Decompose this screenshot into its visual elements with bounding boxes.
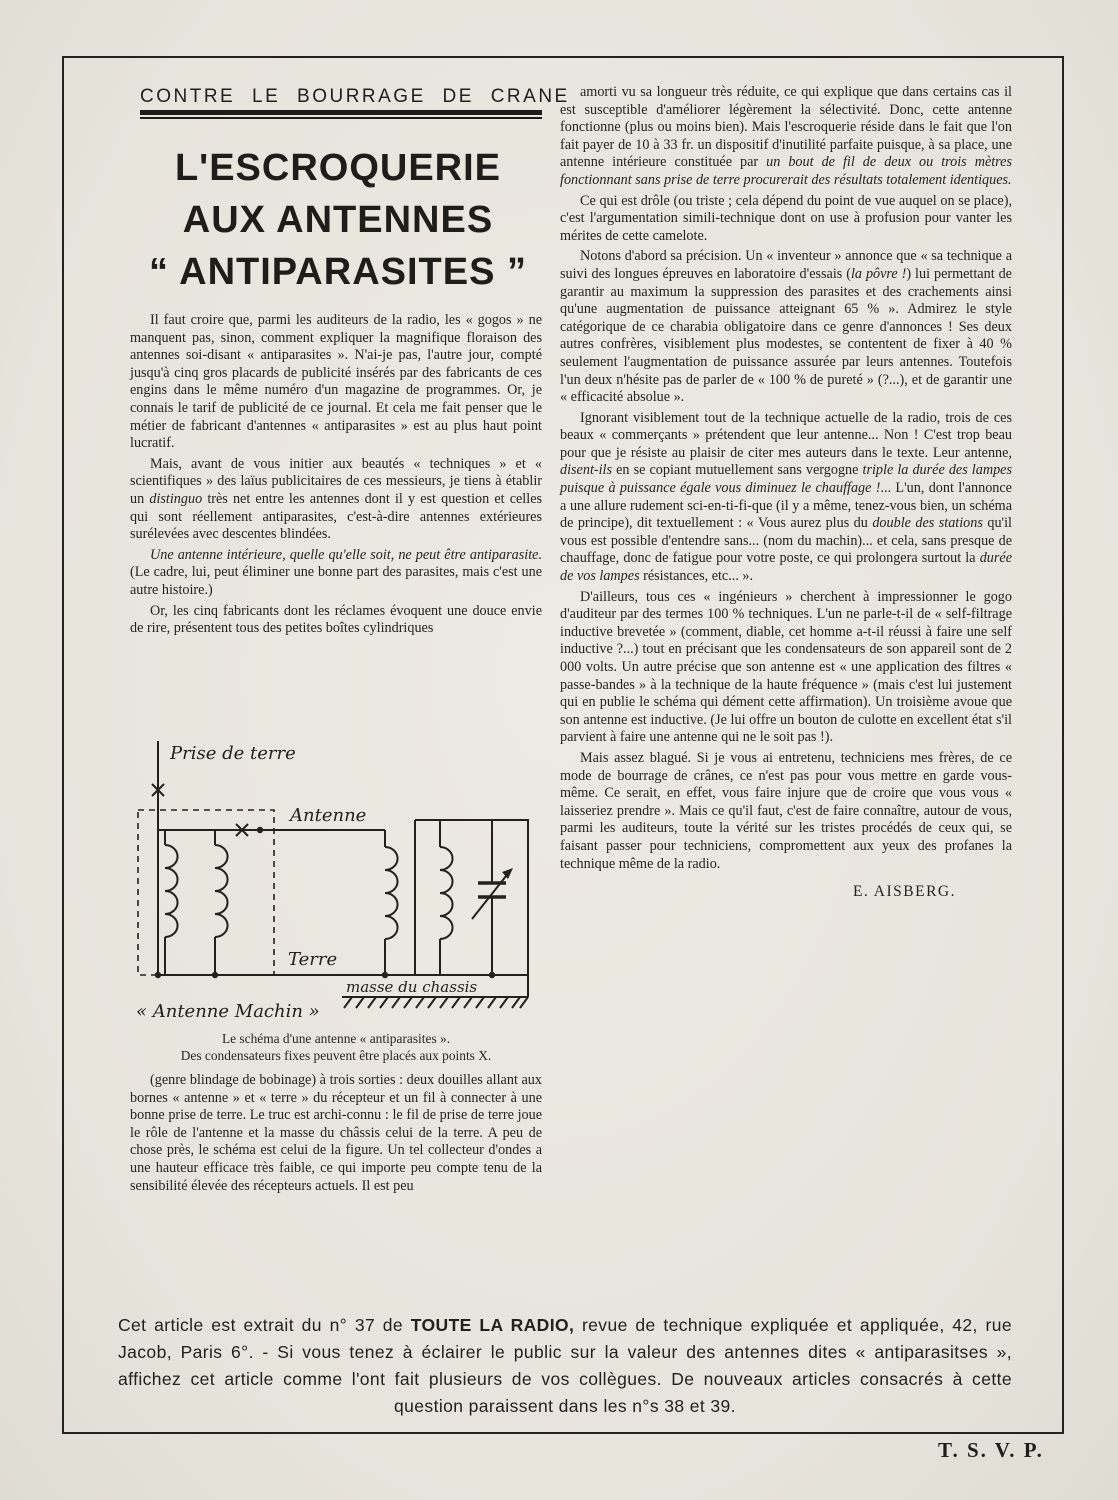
text-run: double des stations (872, 515, 983, 532)
paragraph (560, 589, 1012, 747)
circuit-wires (158, 741, 528, 997)
diagram-label-masse-du-chassis: masse du chassis (346, 978, 478, 996)
title-line-2: AUX ANTENNES (182, 199, 494, 241)
paragraph (130, 547, 542, 600)
text-run: amorti vu sa longueur très réduite, ce qui explique que dans certains cas il est susceptible d'améliorer légèrement la sélectivité. Donc, cette antenne fonctionne (plus ou moins bien). Mais l'escroquerie réside dans le fait que l'on fait payer de 10 à 33 fr. un dispositif d'inutilité parfaite puisque, à sa place, une antenne intérieure constituée par (560, 84, 1012, 171)
figure-caption-line-2: Des condensateurs fixes peuvent être placés aux points X. (180, 1048, 492, 1063)
paragraph (130, 312, 542, 453)
text-run: en se copiant mutuellement sans vergogne (612, 462, 863, 479)
text-run: durée de vos lampes (560, 550, 1012, 585)
text-run: Mais, avant de vous initier aux beautés « techniques » et « scientifiques » des laïus publicitaires de ces messieurs, je tiens à établir un (130, 455, 542, 507)
title-line-1: L'ESCROQUERIE (174, 147, 502, 189)
text-run: ) lui permettant de garantir au maximum la suppression des parasites et des crachements ainsi qu'une augmentation de puissance atteignant 65 % ». Admirez le style catégorique de ce charabia obligatoire dans ce genre d'annonces ! Ses deux autres confrères, visiblement plus modestes, se contentent de fixer à 40 % seulement l'augmentation de puissance assurée par leurs antennes. Toutefois l'un deux n'hésite pas de parler de « 100 % de pureté » (?...), et de garantir une « efficacité absolue ». (560, 265, 1012, 406)
coil-right-secondary (440, 847, 453, 939)
footer-note (118, 1312, 1012, 1420)
text-run: D'ailleurs, tous ces « ingénieurs » cherchent à impressionner le gogo d'auditeur par des termes 100 % techniques. L'un ne parle-t-il de « self-filtrage inductive brevetée » (comment, diable, cet homme a-t-il réussi à faire une self inductive ?...) tout en précisant que les condensateurs de son appareil sont de 2 000 volts. Un autre précise que son antenne est « une application des filtres « passe-bandes » à la technique de la haute fréquence » (mais c'est lui justement qui en publie le schéma qui dément cette affirmation). Un troisième avoue que son antenne est inductive. (Je lui offre un bouton de culotte en excellent état s'il parvient à faire une antenne qui ne le soit pas !). (560, 588, 1012, 746)
figure-caption (130, 1030, 542, 1064)
article-title (126, 142, 550, 298)
right-column (560, 84, 1012, 901)
figure-caption-line-1: Le schéma d'une antenne « antiparasites ». (221, 1031, 451, 1046)
paragraph (560, 750, 1012, 873)
paragraph (560, 410, 1012, 586)
x-marks (152, 784, 248, 836)
text-run: Une antenne intérieure, quelle qu'elle soit, ne peut être antiparasite. (150, 546, 542, 563)
coil-left-secondary (215, 845, 228, 937)
paragraph (130, 603, 542, 638)
diagram-label-prise-de-terre: Prise de terre (170, 743, 296, 764)
left-column-lower (130, 1072, 542, 1198)
antenna-schematic (130, 735, 542, 1025)
paragraph (560, 193, 1012, 246)
title-line-3: “ ANTIPARASITES ” (148, 251, 528, 293)
text-run: triple la durée des lampes puisque à puissance égale vous diminuez le chauffage ! (560, 462, 1012, 497)
text-run: résistances, etc... ». (639, 568, 754, 585)
paragraph (560, 84, 1012, 190)
text-run: Ignorant visiblement tout de la technique actuelle de la radio, trois de ces beaux « commerçants » prétendent que leur antenne... Non ! C'est trop beau pour que je résiste au plaisir de citer mes auteurs dans le texte. Leur antenne, (560, 409, 1012, 461)
diagram-label-antenne-machin: « Antenne Machin » (136, 1001, 320, 1022)
paragraph (130, 456, 542, 544)
text-run: Notons d'abord sa précision. Un « inventeur » annonce que « sa technique a suivi des longues épreuves en laboratoire d'essais ( (560, 248, 1012, 282)
coil-right-primary (385, 847, 398, 939)
text-run: Il faut croire que, parmi les auditeurs de la radio, les « gogos » ne manquent pas, sinon, comment expliquer la magnifique floraison des antennes soi-disant « antiparasites ». N'ai-je pas, l'autre jour, compté jusqu'à cinq gros placards de publicité insérés par des fabricants de ces engins dans le même numéro d'un magazine de programmes. Or, je connais le tarif de publicité de ce journal. Et cela me fait penser que le métier de fabricant d'antennes « antiparasites » est au plus haut point lucratif. (130, 312, 542, 452)
left-column-upper (130, 312, 542, 641)
text-run: un bout de fil de deux ou trois mètres fonctionnant sans prise de terre procurerait des résultats totalement identiques. (560, 154, 1012, 188)
text-run: qu'il vous est possible d'entendre sans... (nom du machin)... et cela, sans presque de chauffage, donc de fatigue pour votre poste, ce qui prolongera surtout la (560, 515, 1012, 567)
text-run: (genre blindage de bobinage) à trois sorties : deux douilles allant aux bornes « antenne » et « terre » du récepteur et un fil à connecter à une bonne prise de terre. Le truc est archi-connu : le fil de prise de terre joue le rôle de l'antenne et la masse du châssis celui de la terre. A peu de chose près, le schéma est celui de la figure. Un tel collecteur d'ondes a une hauteur efficace très faible, ce qui importe peu compte tenu de la sensibilité élevée des récepteurs actuels. Il est peu (130, 1072, 542, 1194)
text-run: distinguo (149, 490, 203, 507)
text-run: Mais assez blagué. Si je vous ai entretenu, techniciens mes frères, de ce mode de bourrage de crânes, ce n'est pas pour vous mettre en garde vous-même. Ce serait, en effet, vous faire injure que de croire que vous vous « laisseriez prendre ». Mais ce qu'il faut, c'est de faire connaître, autour de vous, parmi les auditeurs, toute la vérité sur les tristes procédés de ceux qui, se faisant passer pour techniciens, compromettent aux yeux des profanes la technique même de la radio. (560, 749, 1012, 872)
paragraph (130, 1072, 542, 1195)
text-run: TOUTE LA RADIO, (410, 1315, 575, 1335)
kicker-rule (140, 110, 542, 119)
text-run: disent-ils (560, 462, 613, 479)
paragraph (118, 1312, 1012, 1420)
chassis-ground-hatching (342, 997, 528, 1008)
text-run: revue de technique expliquée et appliquée, 42, rue Jacob, Paris 6°. - Si vous tenez à éclairer le public sur la valeur des antennes dites « antiparasitses », affichez cet article comme l'ont fait plusieurs de vos collègues. De nouveaux articles consacrés à cette question paraissent dans les n°s 38 et 39. (118, 1315, 1012, 1416)
diagram-label-terre: Terre (288, 949, 338, 970)
section-kicker: CONTRE LE BOURRAGE DE CRANE (140, 86, 570, 107)
text-run: ... L'un, dont l'annonce a une allure rudement sci-en-ti-fi-que (il y a même, tenez-vous bien, un schéma de principe), dit textuellement : « Vous aurez plus du (560, 480, 1012, 532)
coil-left-primary (165, 845, 178, 937)
tsvp-label: T. S. V. P. (938, 1438, 1044, 1462)
author-signature: E. AISBERG. (852, 883, 956, 901)
text-run: (Le cadre, lui, peut éliminer une bonne part des parasites, mais c'est une autre histoire.) (130, 564, 542, 598)
text-run: Cet article est extrait du n° 37 de (118, 1315, 411, 1335)
text-run: très net entre les antennes dont il y est question et celles qui sont réellement antiparasites, c'est-à-dire antennes extérieures surélevées avec descentes blindées. (130, 490, 543, 543)
text-run: la pôvre ! (850, 265, 907, 282)
text-run: Or, les cinq fabricants dont les réclames évoquent une douce envie de rire, présentent tous des petites boîtes cylindriques (130, 602, 542, 637)
diagram-label-antenne: Antenne (290, 805, 367, 826)
text-run: Ce qui est drôle (ou triste ; cela dépend du point de vue auquel on se place), c'est l'argumentation simili-technique dont on use à profusion pour vanter les mérites de cette camelote. (560, 192, 1012, 244)
paragraph (560, 248, 1012, 406)
